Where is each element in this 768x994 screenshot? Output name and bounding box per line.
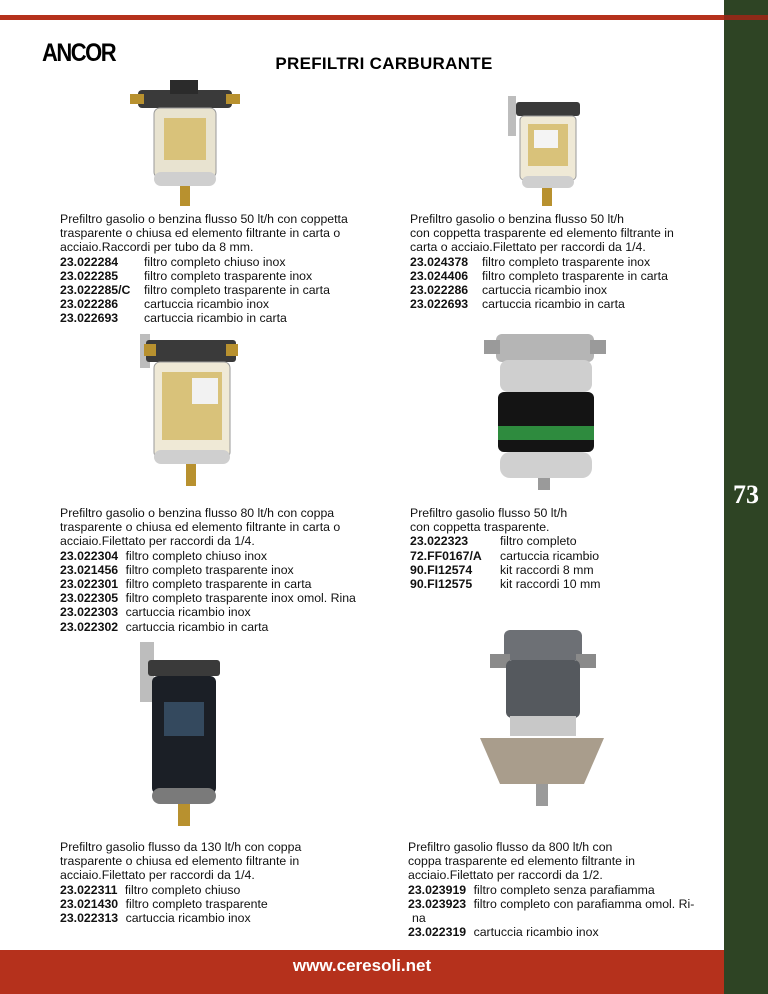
product-code-row: [60, 563, 356, 577]
product-label: filtro completo trasparente in carta: [125, 577, 312, 592]
description-line: acciaio.Raccordi per tubo da 8 mm.: [60, 240, 254, 255]
product-code-row: [410, 563, 600, 577]
product-label: filtro completo chiuso: [124, 882, 241, 897]
product-label: kit raccordi 8 mm: [500, 562, 594, 577]
product-image-6: [480, 626, 604, 810]
footer-url-link[interactable]: www.ceresoli.net: [292, 956, 432, 975]
product-code: 23.022693: [410, 297, 469, 312]
product-code-row: [410, 577, 600, 591]
page-number: 73: [733, 480, 759, 509]
product-code-row: [410, 255, 674, 269]
product-image-2: [508, 96, 588, 208]
product-code: 23.022323: [410, 534, 469, 549]
product-code: 23.021456: [60, 562, 119, 577]
product-label: filtro completo trasparente inox: [482, 254, 651, 269]
description-line: acciaio.Filettato per raccordi da 1/2.: [408, 868, 603, 883]
description-line: trasparente o chiusa ed elemento filtrante in: [60, 854, 300, 869]
product-code-row: [60, 591, 356, 605]
product-code-row: [60, 577, 356, 591]
product-label: cartuccia ricambio in carta: [144, 311, 287, 326]
product-image-4: [482, 330, 606, 490]
description-line: con coppetta trasparente ed elemento filtrante in: [410, 226, 674, 241]
product-code: 23.022285/C: [60, 283, 131, 298]
product-code: 23.022301: [60, 577, 119, 592]
product-label: filtro completo trasparente in carta: [144, 283, 330, 298]
product-label: filtro completo chiuso inox: [144, 254, 286, 269]
product-code: 90.FI12575: [410, 577, 473, 592]
description-line: Prefiltro gasolio flusso 50 lt/h: [410, 506, 568, 520]
product-code-row: [408, 883, 694, 897]
description-line: carta o acciaio.Filettato per raccordi da 1/4.: [410, 240, 646, 255]
product-code: 23.022286: [410, 283, 469, 298]
product-label: cartuccia ricambio inox: [144, 297, 270, 312]
product-image-1: [130, 80, 240, 208]
product-label: filtro completo trasparente inox: [125, 562, 294, 577]
brand-logo: ANCOR: [42, 38, 116, 67]
product-code-row: [410, 283, 674, 297]
product-label: kit raccordi 10 mm: [500, 577, 601, 592]
product-code-row: [60, 269, 348, 283]
product-label: filtro completo trasparente: [125, 896, 268, 911]
product-code-row: [410, 549, 600, 563]
description-line: acciaio.Filettato per raccordi da 1/4.: [60, 868, 255, 883]
product-label: cartuccia ricambio inox: [125, 605, 251, 620]
product-code: 23.024378: [410, 254, 469, 269]
product-code-row: [60, 297, 348, 311]
product-description-3: [60, 506, 356, 634]
product-label: filtro completo chiuso inox: [125, 548, 268, 563]
product-code-row: [60, 897, 301, 911]
product-label: filtro completo con parafiamma omol. Ri-: [473, 896, 695, 911]
product-code: 23.024406: [410, 268, 469, 283]
product-code: 23.022311: [60, 882, 118, 897]
description-line: acciaio.Filettato per raccordi da 1/4.: [60, 534, 255, 549]
product-label: cartuccia ricambio in carta: [482, 297, 625, 312]
product-code-row: [60, 311, 348, 325]
product-label: cartuccia ricambio in carta: [125, 619, 269, 634]
product-description-1: [60, 212, 348, 326]
product-code-row: [60, 549, 356, 563]
product-code: 23.023919: [408, 882, 467, 897]
description-line: coppa trasparente ed elemento filtrante in: [408, 854, 635, 869]
product-code-row: [60, 883, 301, 897]
product-code: 23.022302: [60, 619, 119, 634]
product-code: 90.FI12574: [410, 562, 473, 577]
product-label: cartuccia ricambio inox: [482, 283, 608, 298]
product-code-row: [408, 925, 694, 939]
product-label: filtro completo trasparente in carta: [482, 268, 668, 283]
description-line: con coppetta trasparente.: [410, 520, 550, 535]
description-line: Prefiltro gasolio o benzina flusso 50 lt/h: [410, 212, 624, 226]
side-accent: [724, 15, 768, 20]
product-label: cartuccia ricambio inox: [125, 911, 251, 926]
page-title: PREFILTRI CARBURANTE: [275, 54, 493, 73]
product-description-2: [410, 212, 674, 311]
product-code: 23.023923: [408, 896, 467, 911]
product-code: 23.021430: [60, 896, 119, 911]
product-description-6: [408, 840, 694, 939]
description-line: trasparente o chiusa ed elemento filtrante in carta o: [60, 226, 341, 241]
product-label: cartuccia ricambio inox: [473, 925, 599, 940]
product-label: filtro completo: [500, 534, 577, 549]
product-code: 23.022313: [60, 911, 119, 926]
product-code-row: [60, 605, 356, 619]
product-code: 23.022305: [60, 591, 119, 606]
product-code-row: [410, 269, 674, 283]
description-line: Prefiltro gasolio flusso da 800 lt/h con: [408, 840, 613, 854]
product-code-row: [408, 911, 694, 925]
product-code: 23.022304: [60, 548, 119, 563]
product-code: 23.022303: [60, 605, 119, 620]
description-line: Prefiltro gasolio flusso da 130 lt/h con coppa: [60, 840, 302, 854]
product-image-3: [140, 330, 240, 488]
top-rule: [0, 15, 724, 20]
product-code-row: [60, 911, 301, 925]
product-description-5: [60, 840, 301, 925]
description-line: Prefiltro gasolio o benzina flusso 80 lt/h con coppa: [60, 506, 335, 520]
product-code: 23.022284: [60, 254, 119, 269]
product-code-row: [60, 620, 356, 634]
product-label: na: [412, 911, 426, 926]
product-code-row: [410, 297, 674, 311]
product-code: 23.022693: [60, 311, 119, 326]
product-label: filtro completo trasparente inox omol. Rina: [125, 591, 356, 606]
product-code: 23.022286: [60, 297, 119, 312]
description-line: trasparente o chiusa ed elemento filtrante in carta o: [60, 520, 341, 535]
product-code: 23.022319: [408, 925, 467, 940]
product-image-5: [140, 642, 228, 828]
product-code: 72.FF0167/A: [410, 548, 482, 563]
product-label: filtro completo senza parafiamma: [473, 882, 655, 897]
product-code-row: [410, 534, 600, 548]
product-code-row: [408, 897, 694, 911]
product-label: filtro completo trasparente inox: [144, 268, 313, 283]
product-code: 23.022285: [60, 268, 119, 283]
product-code-row: [60, 283, 348, 297]
product-code-row: [60, 255, 348, 269]
description-line: Prefiltro gasolio o benzina flusso 50 lt/h con coppetta: [60, 212, 348, 226]
product-description-4: [410, 506, 600, 591]
product-label: cartuccia ricambio: [500, 548, 600, 563]
